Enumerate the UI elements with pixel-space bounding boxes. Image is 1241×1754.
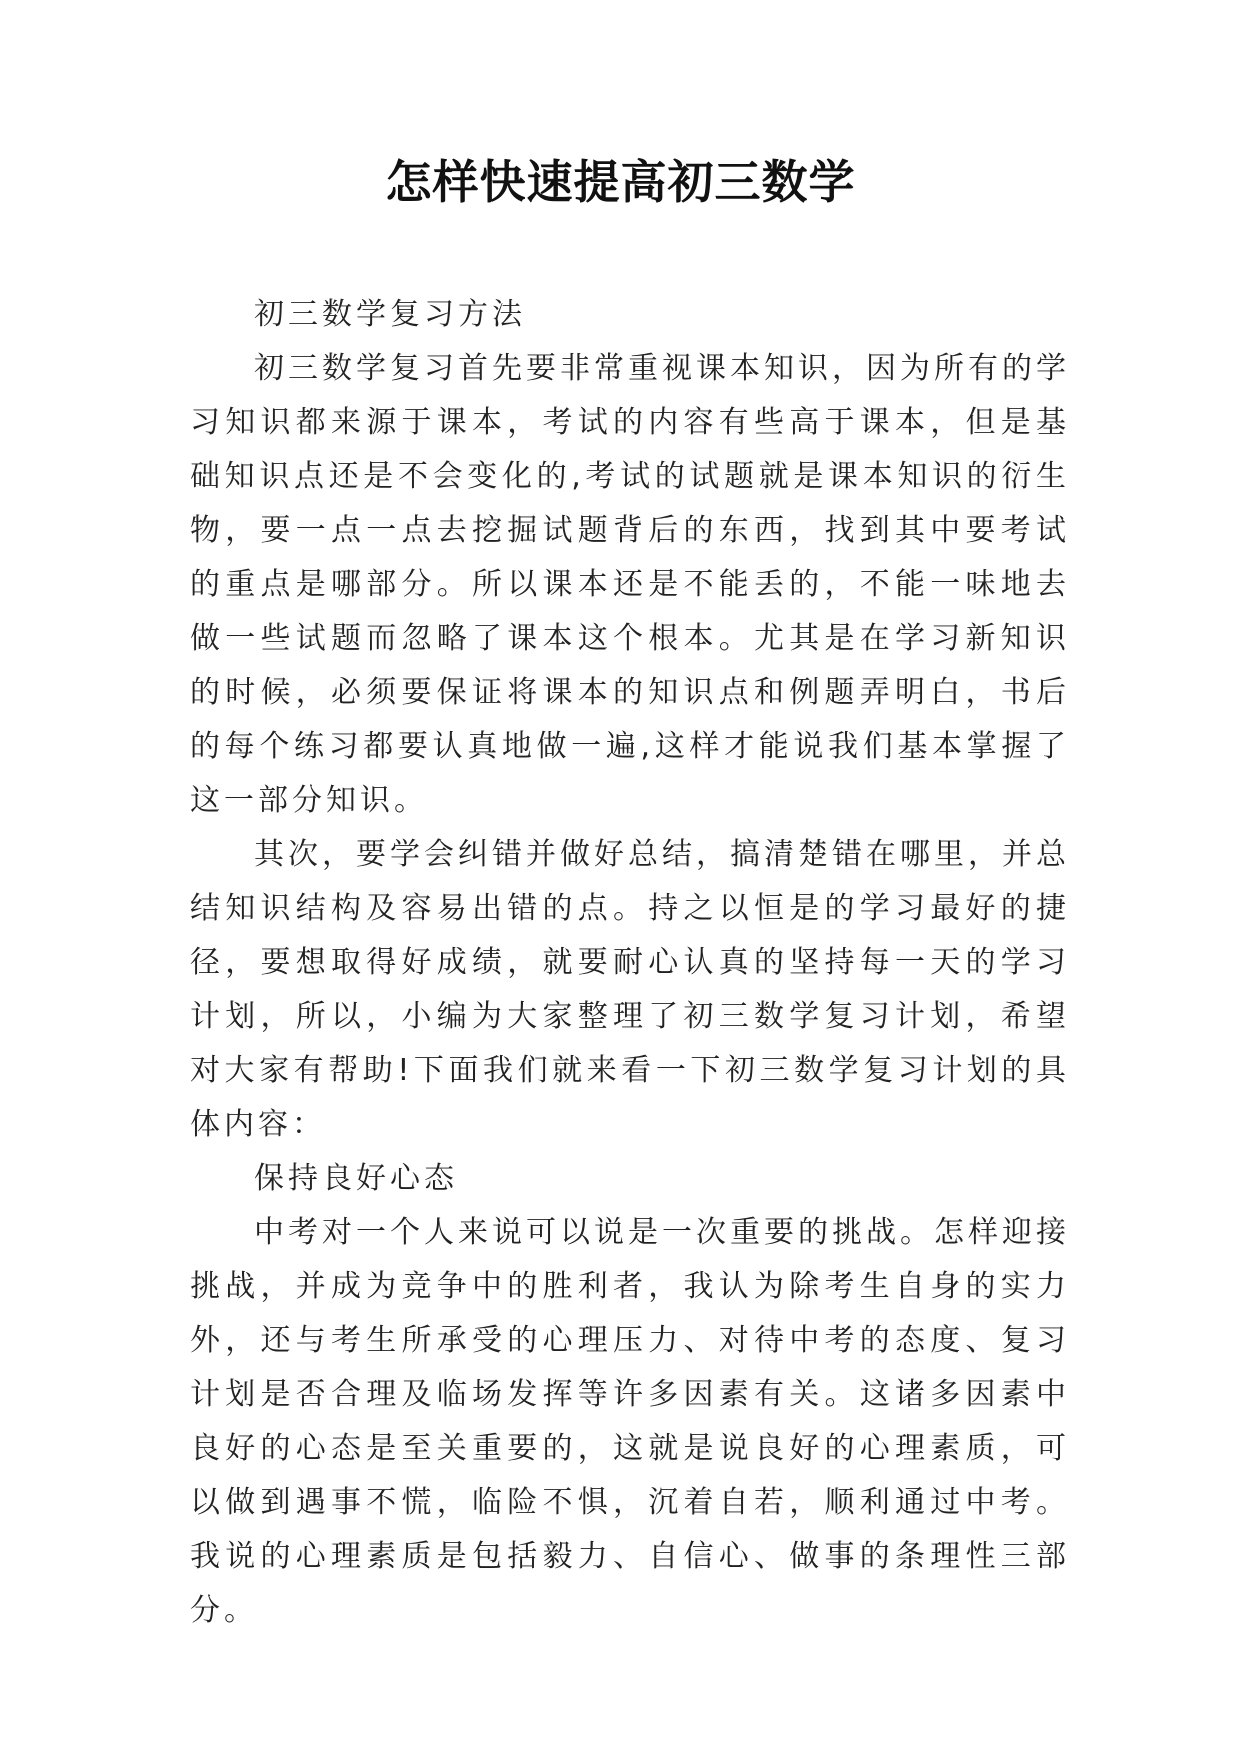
document-title: 怎样快速提高初三数学 — [385, 155, 856, 209]
paragraph-exam-mindset: 中考对一个人来说可以说是一次重要的挑战。怎样迎接挑战，并成为竞争中的胜利者，我认为除考生自身的实力外，还与考生所承受的心理压力、对待中考的态度、复习计划是否合理及临场发挥等许多因素有关。这诸多因素中良好的心态是至关重要的，这就是说良好的心理素质，可以做到遇事不慌，临险不惧，沉着自若，顺利通过中考。我说的心理素质是包括毅力、自信心、做事的条理性三部分。 — [190, 1215, 1070, 1628]
paragraph-textbook-knowledge: 初三数学复习首先要非常重视课本知识，因为所有的学习知识都来源于课本，考试的内容有些高于课本，但是基础知识点还是不会变化的,考试的试题就是课本知识的衍生物，要一点一点去挖掘试题背后的东西，找到其中要考试的重点是哪部分。所以课本还是不能丢的，不能一味地去做一些试题而忽略了课本这个根本。尤其是在学习新知识的时候，必须要保证将课本的知识点和例题弄明白，书后的每个练习都要认真地做一遍,这样才能说我们基本掌握了这一部分知识。 — [190, 351, 1070, 818]
section-heading-review-methods: 初三数学复习方法 — [254, 297, 526, 332]
document-body — [190, 288, 1070, 1638]
section-heading-good-mindset: 保持良好心态 — [254, 1161, 458, 1196]
paragraph-error-correction: 其次，要学会纠错并做好总结，搞清楚错在哪里，并总结知识结构及容易出错的点。持之以恒是的学习最好的捷径，要想取得好成绩，就要耐心认真的坚持每一天的学习计划，所以，小编为大家整理了初三数学复习计划，希望对大家有帮助!下面我们就来看一下初三数学复习计划的具体内容： — [190, 837, 1070, 1142]
